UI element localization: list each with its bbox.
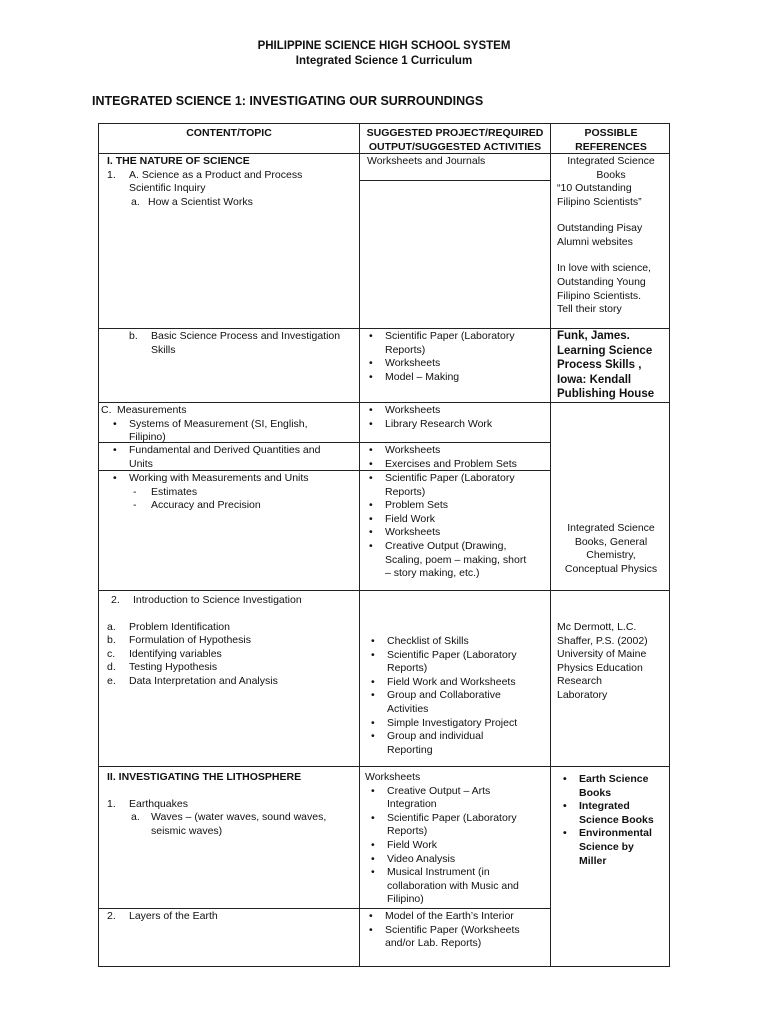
- spacer: [557, 249, 671, 262]
- list-text: Science Books: [579, 813, 654, 826]
- list-item: [363, 418, 549, 432]
- col-header-text: CONTENT/TOPIC: [186, 127, 272, 139]
- list-item: [107, 444, 357, 471]
- reference-text: Chemistry,: [586, 549, 636, 562]
- spacer: [107, 785, 357, 798]
- reference-text: Outstanding Pisay: [557, 222, 643, 235]
- spacer: [557, 209, 671, 222]
- list-item: [365, 730, 549, 757]
- list-text: Science by: [579, 840, 634, 853]
- list-text: Reports): [385, 343, 426, 356]
- list-item: [365, 689, 549, 716]
- list-text: Problem Identification: [129, 620, 230, 633]
- list-text: Scaling, poem – making, short: [385, 553, 527, 566]
- reference-text: In love with science,: [557, 262, 651, 275]
- list-text: • Systems of Measurement (SI, English,: [129, 417, 308, 430]
- list-text: • Environmental: [579, 827, 652, 840]
- row6-activities: [365, 635, 549, 757]
- row3to5-references: [551, 522, 671, 576]
- dash-marker: -: [133, 485, 137, 498]
- list-text: Data Interpretation and Analysis: [129, 674, 278, 687]
- list-text: • Scientific Paper (Laboratory: [387, 811, 517, 824]
- activity-list: [363, 472, 549, 581]
- list-text: • Worksheets: [385, 444, 441, 456]
- reference-text: Integrated Science: [567, 155, 655, 167]
- list-marker: a.: [131, 195, 140, 208]
- reference-text: Learning Science: [557, 344, 653, 357]
- list-text: Activities: [387, 702, 429, 715]
- section-heading: II. INVESTIGATING THE LITHOSPHERE: [107, 771, 302, 783]
- list-item: [363, 540, 549, 581]
- col-header-text: SUGGESTED PROJECT/REQUIRED: [366, 127, 544, 139]
- list-text: Reports): [385, 485, 426, 498]
- list-text: • Working with Measurements and Units: [129, 472, 309, 484]
- list-text: Earthquakes: [129, 797, 188, 810]
- list-text: Filipino): [129, 431, 166, 444]
- reference-text: “10 Outstanding: [557, 182, 632, 194]
- list-item: [365, 649, 549, 676]
- list-text: • Scientific Paper (Laboratory: [385, 472, 515, 484]
- list-text: • Field Work: [385, 512, 435, 525]
- list-item: [557, 773, 671, 800]
- list-text: Reporting: [387, 743, 433, 756]
- activity-list: [363, 910, 549, 951]
- list-item: [365, 866, 549, 907]
- list-item: [363, 444, 549, 458]
- list-text: • Worksheets: [385, 357, 441, 370]
- dash-marker: -: [133, 499, 137, 512]
- topic-list: [107, 418, 357, 445]
- list-item: [365, 676, 549, 690]
- list-item: [363, 910, 549, 924]
- list-text: • Video Analysis: [387, 852, 456, 865]
- row3-activities: [363, 404, 549, 431]
- document-title: INTEGRATED SCIENCE 1: INVESTIGATING OUR SURROUNDINGS: [92, 94, 484, 108]
- list-item: [557, 827, 671, 868]
- column-divider-1: [359, 124, 360, 966]
- list-text: Waves – (water waves, sound waves,: [151, 811, 327, 824]
- row-divider-1a: [359, 180, 550, 181]
- list-item: [107, 648, 357, 662]
- reference-text: Publishing House: [557, 388, 655, 400]
- list-text: • Simple Investigatory Project: [387, 716, 518, 729]
- list-item: [107, 675, 357, 689]
- list-text: Identifying variables: [129, 647, 222, 660]
- list-marker: c.: [107, 647, 116, 660]
- row6-topic: [107, 594, 357, 689]
- list-text: Integration: [387, 798, 437, 811]
- list-text: Basic Science Process and Investigation: [151, 330, 341, 342]
- list-marker: b.: [129, 330, 138, 342]
- list-text: – story making, etc.): [385, 567, 480, 580]
- list-text: • Scientific Paper (Laboratory: [385, 330, 515, 342]
- activity-text: Worksheets and Journals: [367, 155, 486, 167]
- list-marker: 1.: [107, 168, 116, 181]
- list-item: [363, 330, 549, 357]
- list-text: • Musical Instrument (in: [387, 866, 490, 879]
- reference-text: Outstanding Young: [557, 275, 646, 288]
- reference-text: Shaffer, P.S. (2002): [557, 634, 648, 647]
- list-marker: 2.: [111, 594, 120, 606]
- list-text: Filipino): [387, 893, 424, 906]
- list-text: seismic waves): [151, 824, 223, 837]
- list-item: [363, 499, 549, 513]
- subheading: Scientific Inquiry: [129, 182, 206, 195]
- list-text: • Model – Making: [385, 370, 460, 383]
- reference-text: Research: [557, 675, 602, 688]
- reference-text: Laboratory: [557, 688, 608, 701]
- list-text: Books: [579, 786, 612, 799]
- list-text: • Field Work: [387, 838, 437, 851]
- list-text: A. Science as a Product and Process: [129, 168, 303, 181]
- list-item: [107, 621, 357, 635]
- list-text: • Fundamental and Derived Quantities and: [129, 444, 321, 456]
- list-text: Formulation of Hypothesis: [129, 634, 251, 647]
- section-heading: I. THE NATURE OF SCIENCE: [107, 155, 250, 167]
- curriculum-table: [98, 123, 670, 967]
- list-item: [365, 717, 549, 731]
- list-text: • Group and Collaborative: [387, 689, 501, 702]
- list-item: [107, 472, 357, 486]
- list-item: [365, 812, 549, 839]
- header-line-2: Integrated Science 1 Curriculum: [295, 55, 473, 67]
- list-text: Reports): [387, 662, 428, 675]
- reference-text: Integrated Science: [567, 522, 655, 534]
- list-text: and/or Lab. Reports): [385, 937, 482, 950]
- investigation-steps: [107, 621, 357, 689]
- row6-references: [557, 621, 671, 703]
- list-text: • Library Research Work: [385, 417, 493, 430]
- list-text: collaboration with Music and: [387, 879, 519, 892]
- list-text: • Creative Output – Arts: [387, 784, 491, 797]
- col-header-content-topic: [99, 127, 359, 141]
- list-item: [107, 196, 357, 210]
- list-text: Testing Hypothesis: [129, 661, 218, 674]
- row4-topic: [107, 444, 357, 471]
- list-item: [363, 924, 549, 951]
- list-text: How a Scientist Works: [148, 195, 253, 208]
- list-marker: C.: [101, 404, 112, 416]
- row-divider-5: [99, 590, 669, 591]
- list-marker: a.: [107, 620, 116, 633]
- row1-topic: [107, 155, 357, 209]
- list-marker: b.: [107, 634, 116, 647]
- reference-text: University of Maine: [557, 648, 647, 661]
- reference-text: Books, General: [574, 535, 648, 548]
- activity-list: [363, 444, 549, 471]
- row-divider-7: [99, 908, 550, 909]
- reference-text: Conceptual Physics: [564, 562, 658, 575]
- activity-list: [363, 330, 549, 384]
- list-text: • Scientific Paper (Worksheets: [385, 923, 520, 936]
- row7-activities: [365, 771, 549, 907]
- row8-activities: [363, 910, 549, 951]
- list-item: [363, 526, 549, 540]
- list-text: • Earth Science: [579, 773, 649, 785]
- reference-text: Mc Dermott, L.C.: [557, 621, 637, 633]
- list-item: [365, 635, 549, 649]
- list-text: Skills: [151, 343, 176, 356]
- row5-activities: [363, 472, 549, 581]
- list-marker: 1.: [107, 797, 116, 810]
- reference-text: Books: [596, 168, 626, 181]
- list-text: • Worksheets: [385, 404, 441, 416]
- list-text: • Group and individual: [387, 730, 484, 743]
- activity-list: [363, 404, 549, 431]
- list-item: [129, 330, 357, 357]
- col-header-references: [551, 127, 671, 154]
- col-header-text: OUTPUT/SUGGESTED ACTIVITIES: [368, 140, 542, 153]
- row4-activities: [363, 444, 549, 471]
- list-item: [365, 839, 549, 853]
- reference-text: Filipino Scientists”: [557, 195, 642, 208]
- list-text: Miller: [579, 854, 607, 867]
- row2-topic: [129, 330, 357, 357]
- list-text: Measurements: [117, 404, 187, 416]
- list-item: [363, 513, 549, 527]
- list-text: Layers of the Earth: [129, 910, 218, 922]
- list-text: • Creative Output (Drawing,: [385, 539, 507, 552]
- list-item: [365, 853, 549, 867]
- header-line-1: PHILIPPINE SCIENCE HIGH SCHOOL SYSTEM: [257, 40, 511, 52]
- row1-activities: [367, 155, 547, 169]
- list-text: Units: [129, 457, 153, 470]
- reference-text: Filipino Scientists.: [557, 289, 642, 302]
- col-header-activities: [360, 127, 550, 154]
- list-marker: a.: [131, 811, 140, 824]
- row7-references: [557, 773, 671, 868]
- list-text: • Model of the Earth’s Interior: [385, 910, 514, 922]
- reference-text: Process Skills ,: [557, 359, 642, 371]
- list-item: [107, 499, 357, 513]
- row1-ref-a: [551, 155, 671, 182]
- list-text: • Field Work and Worksheets: [387, 675, 516, 688]
- list-item: [107, 486, 357, 500]
- list-text: Estimates: [151, 485, 198, 498]
- row3-topic: [101, 404, 357, 445]
- col-header-text: POSSIBLE: [584, 127, 638, 139]
- list-item: [365, 785, 549, 812]
- list-text: • Scientific Paper (Laboratory: [387, 648, 517, 661]
- list-item: [107, 634, 357, 648]
- list-text: Reports): [387, 825, 428, 838]
- row-divider-2: [99, 402, 669, 403]
- list-text: • Worksheets: [385, 526, 441, 539]
- reference-text: Alumni websites: [557, 235, 633, 248]
- list-item: [107, 661, 357, 675]
- list-text: Introduction to Science Investigation: [133, 594, 302, 606]
- topic-list: [107, 444, 357, 471]
- row2-activities: [363, 330, 549, 384]
- list-item: [557, 800, 671, 827]
- list-item: [107, 169, 357, 183]
- list-marker: 2.: [107, 910, 116, 922]
- reference-text: Funk, James.: [557, 330, 630, 342]
- reference-text: Physics Education: [557, 661, 643, 674]
- list-marker: d.: [107, 661, 116, 674]
- list-marker: e.: [107, 674, 116, 687]
- list-item: [363, 357, 549, 371]
- list-item: [107, 811, 357, 838]
- topic-list: [107, 472, 357, 486]
- list-text: • Checklist of Skills: [387, 635, 469, 647]
- row-divider-6: [99, 766, 669, 767]
- reference-text: Iowa: Kendall: [557, 373, 632, 386]
- list-item: [363, 371, 549, 385]
- row2-references: [557, 329, 671, 402]
- row1-ref-b: [557, 182, 671, 317]
- row8-topic: [107, 910, 357, 924]
- list-item: [107, 910, 357, 924]
- list-item: [363, 472, 549, 499]
- list-item: [107, 418, 357, 445]
- reference-text: Tell their story: [557, 303, 622, 316]
- list-text: • Problem Sets: [385, 499, 449, 512]
- list-item: [101, 404, 357, 418]
- list-item: [107, 798, 357, 812]
- reference-list: [557, 773, 671, 868]
- list-item: [363, 458, 549, 472]
- list-item: [111, 594, 357, 608]
- list-text: Accuracy and Precision: [151, 499, 261, 512]
- spacer: [107, 608, 357, 621]
- list-text: • Integrated: [579, 800, 630, 813]
- list-text: • Exercises and Problem Sets: [385, 457, 517, 470]
- activity-list: [365, 785, 549, 907]
- list-item: [363, 404, 549, 418]
- row7-topic: [107, 771, 357, 838]
- col-header-text: REFERENCES: [575, 140, 647, 153]
- activity-list: [365, 635, 549, 757]
- activity-text: Worksheets: [365, 771, 421, 783]
- row5-topic: [107, 472, 357, 513]
